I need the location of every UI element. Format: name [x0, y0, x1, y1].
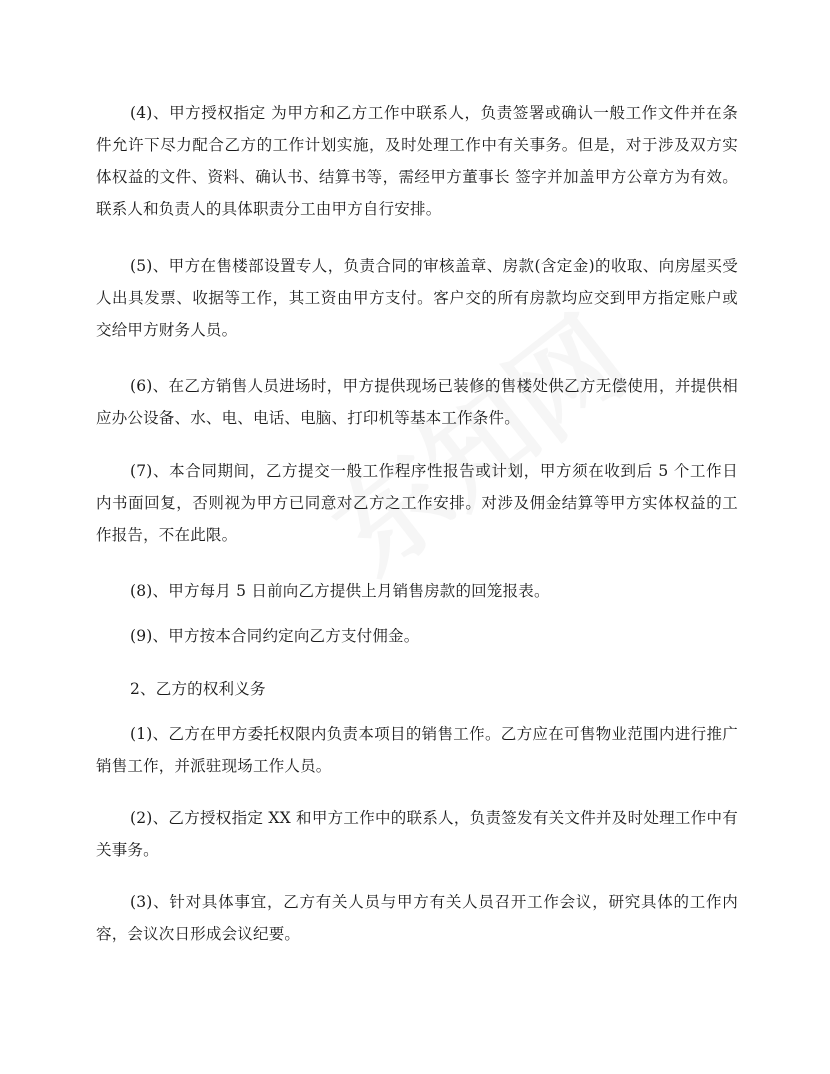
paragraph-text: (4)、甲方授权指定 为甲方和乙方工作中联系人，负责签署或确认一般工作文件并在条件允许下尽力配合乙方的工作计划实施，及时处理工作中有关事务。但是，对于涉及双方实体权益的文件、资料、确认书、结算书等，需经甲方董事长 签字并加盖甲方公章方为有效。联系人和负责人的具体职责分工由甲方自行安排。 — [96, 104, 738, 218]
paragraph-text: (8)、甲方每月 5 日前向乙方提供上月销售房款的回笼报表。 — [130, 582, 550, 600]
section-heading — [96, 673, 738, 705]
paragraph-item-9 — [96, 620, 738, 652]
section-heading-text: 2、乙方的权利义务 — [130, 680, 266, 698]
paragraph-text: (3)、针对具体事宜，乙方有关人员与甲方有关人员召开工作会议，研究具体的工作内容，会议次日形成会议纪要。 — [96, 893, 738, 943]
paragraph-item-8 — [96, 575, 738, 607]
paragraph-text: (5)、甲方在售楼部设置专人，负责合同的审核盖章、房款(含定金)的收取、向房屋买受人出具发票、收据等工作，其工资由甲方支付。客户交的所有房款均应交到甲方指定账户或交给甲方财务人员。 — [96, 257, 738, 339]
paragraph-item-b1 — [96, 718, 738, 782]
paragraph-item-6 — [96, 370, 738, 434]
paragraph-text: (1)、乙方在甲方委托权限内负责本项目的销售工作。乙方应在可售物业范围内进行推广销售工作，并派驻现场工作人员。 — [96, 725, 738, 775]
paragraph-item-b3 — [96, 886, 738, 950]
paragraph-item-4 — [96, 97, 738, 225]
paragraph-text: (7)、本合同期间，乙方提交一般工作程序性报告或计划，甲方须在收到后 5 个工作日内书面回复，否则视为甲方已同意对乙方之工作安排。对涉及佣金结算等甲方实体权益的工作报告，不在此限。 — [96, 462, 738, 544]
paragraph-item-5 — [96, 250, 738, 346]
paragraph-text: (9)、甲方按本合同约定向乙方支付佣金。 — [130, 627, 420, 645]
paragraph-text: (6)、在乙方销售人员进场时，甲方提供现场已装修的售楼处供乙方无偿使用，并提供相应办公设备、水、电、电话、电脑、打印机等基本工作条件。 — [96, 377, 738, 427]
paragraph-text: (2)、乙方授权指定 XX 和甲方工作中的联系人，负责签发有关文件并及时处理工作中有关事务。 — [96, 809, 738, 859]
paragraph-item-7 — [96, 455, 738, 551]
paragraph-item-b2 — [96, 802, 738, 866]
